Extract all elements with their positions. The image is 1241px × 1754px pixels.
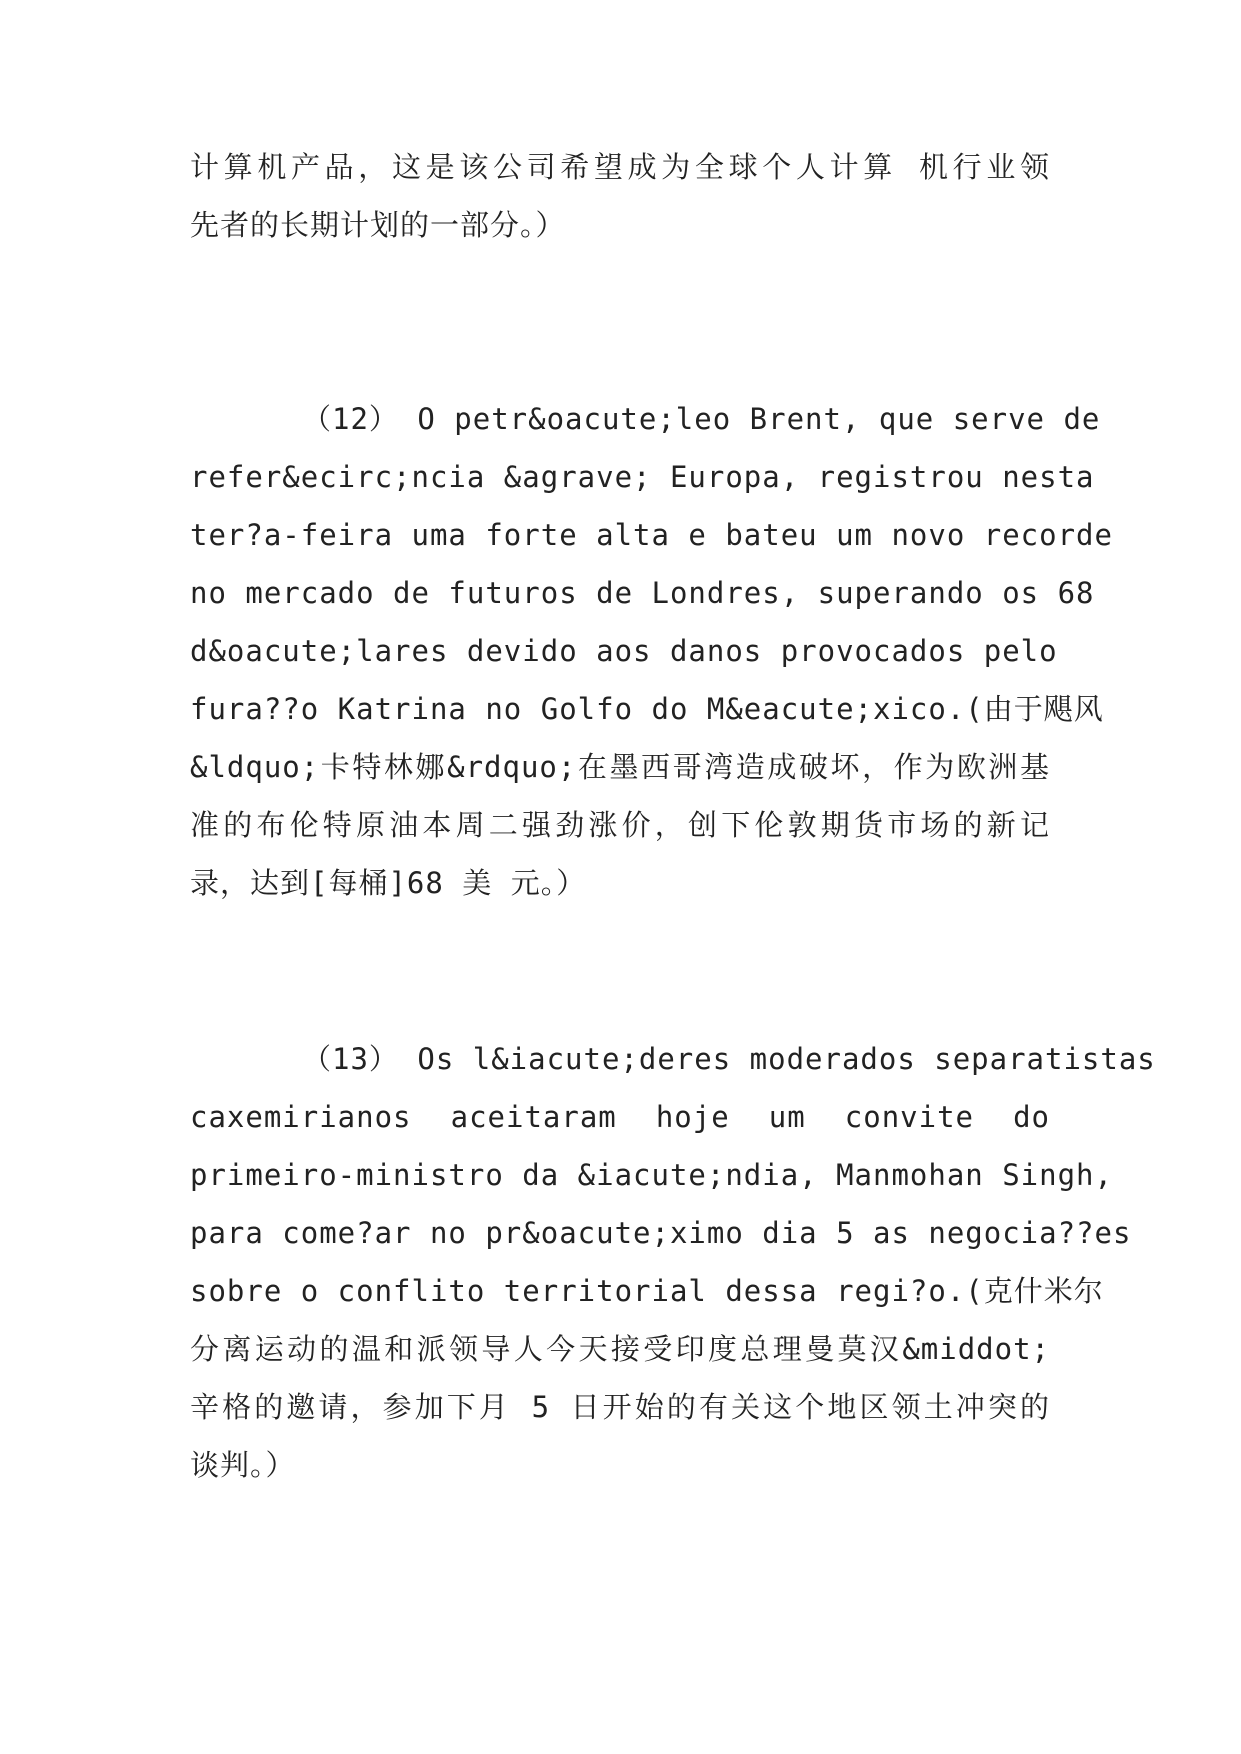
paragraph-13-line-2: caxemirianos aceitaram hoje um convite do — [190, 1100, 1050, 1134]
paragraph-intro-line-1: 计算机产品，这是该公司希望成为全球个人计算 机行业领 — [190, 150, 1050, 184]
paragraph-13-line-7: 辛格的邀请，参加下月 5 日开始的有关这个地区领土冲突的 — [190, 1390, 1050, 1424]
paragraph-12-line-5: d&oacute;lares devido aos danos provocados pelo — [190, 634, 1058, 668]
paragraph-13-line-1: （13） Os l&iacute;deres moderados separatistas — [302, 1042, 1156, 1076]
paragraph-12-line-1: （12） O petr&oacute;leo Brent, que serve de — [302, 402, 1101, 436]
paragraph-13-line-8: 谈判。） — [190, 1448, 296, 1482]
paragraph-12-line-7: &ldquo;卡特林娜&rdquo;在墨西哥湾造成破坏，作为欧洲基 — [190, 750, 1050, 784]
paragraph-12-line-6: fura??o Katrina no Golfo do M&eacute;xico.(由于飓风 — [190, 692, 1104, 726]
paragraph-13-line-3: primeiro-ministro da &iacute;ndia, Manmohan Singh, — [190, 1158, 1113, 1192]
paragraph-12-line-2: refer&ecirc;ncia &agrave; Europa, registrou nesta — [190, 460, 1095, 494]
paragraph-intro-line-2: 先者的长期计划的一部分。） — [190, 208, 566, 242]
paragraph-13-line-6: 分离运动的温和派领导人今天接受印度总理曼莫汉&middot; — [190, 1332, 1050, 1366]
paragraph-12-line-4: no mercado de futuros de Londres, superando os 68 — [190, 576, 1095, 610]
paragraph-12-line-8: 准的布伦特原油本周二强劲涨价，创下伦敦期货市场的新记 — [190, 808, 1050, 842]
paragraph-12-line-9: 录，达到[每桶]68 美 元。） — [190, 866, 587, 900]
paragraph-12-line-3: ter?a-feira uma forte alta e bateu um novo recorde — [190, 518, 1113, 552]
paragraph-13-line-4: para come?ar no pr&oacute;ximo dia 5 as negocia??es — [190, 1216, 1132, 1250]
paragraph-13-line-5: sobre o conflito territorial dessa regi?o.(克什米尔 — [190, 1274, 1104, 1308]
